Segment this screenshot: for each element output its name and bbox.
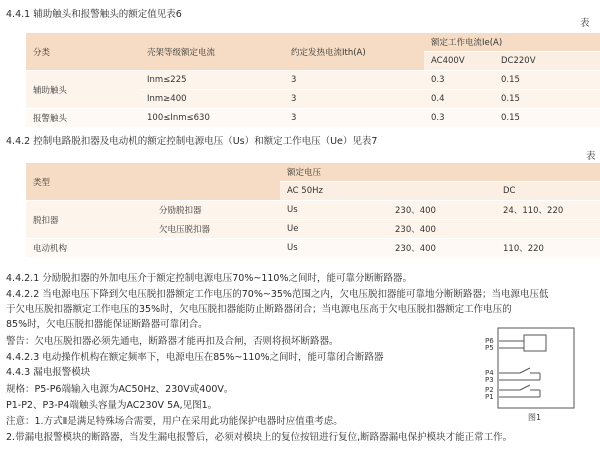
- figure-1-diagram: [484, 326, 576, 424]
- figure-caption: 图1: [528, 413, 542, 422]
- pin-p5: P5: [485, 344, 494, 352]
- cell-category: 电动机构: [26, 239, 152, 258]
- table-6: [26, 33, 600, 128]
- pin-p4: P4: [485, 369, 494, 377]
- cell-dc: [496, 220, 600, 239]
- table-row: [26, 201, 600, 220]
- cell-ac: 0.3: [424, 71, 494, 90]
- cell-ac: 230、400: [388, 201, 496, 220]
- table-7: [26, 163, 600, 258]
- cell-ith: 3: [284, 109, 424, 128]
- cell-dc: 24、110、220: [496, 201, 600, 220]
- wiring-lines: [499, 341, 540, 397]
- table-row: [26, 239, 600, 258]
- table-row: [26, 109, 600, 128]
- th-thermal-current: 约定发热电流Ith(A): [284, 33, 424, 71]
- th-rated-current: 额定工作电流Ie(A): [424, 33, 600, 52]
- wiring-diagram: [484, 326, 576, 424]
- para-4-4-2-1: 4.4.2.1 分励脱扣器的外加电压介于额定控制电源电压70%~110%之间时，能可靠分断断路器。: [6, 273, 412, 284]
- cell-ac: 230、400: [388, 239, 496, 258]
- cell-category: 辅助触头: [26, 71, 140, 109]
- pin-p3: P3: [485, 376, 494, 384]
- cell-ith: 3: [284, 90, 424, 109]
- cell-symbol: Ue: [280, 220, 388, 239]
- pin-labels: [485, 337, 494, 401]
- cell-sub: [152, 239, 280, 258]
- th-ac-50hz: AC 50Hz: [280, 182, 496, 201]
- cell-dc: 110、220: [496, 239, 600, 258]
- cell-dc: 0.15: [494, 109, 600, 128]
- cell-dc: 0.15: [494, 90, 600, 109]
- cell-frame: Inm≤225: [140, 71, 284, 90]
- th-frame-current: 壳架等级额定电流: [140, 33, 284, 71]
- module-outline: [498, 328, 574, 408]
- cell-sub: 分励脱扣器: [152, 201, 280, 220]
- para-4-4-2-3: 4.4.2.3 电动操作机构在额定频率下，电源电压在85%~110%之间时，能可靠闭合断路器: [6, 352, 384, 363]
- note-2: 2.带漏电报警模块的断路器，当发生漏电报警后，必须对模块上的复位按钮进行复位,断路器漏电保护模块才能正常工作。: [6, 432, 513, 443]
- cell-ac: 0.3: [424, 109, 494, 128]
- cell-frame: Inm≥400: [140, 90, 284, 109]
- relay-coil: [524, 335, 546, 351]
- cell-dc: 0.15: [494, 71, 600, 90]
- note-1: 注意：1.方式Ⅱ是满足特殊场合需要，用户在采用此功能保护电器时应值重考虑。: [6, 416, 343, 427]
- pin-p1: P1: [485, 393, 494, 401]
- cell-category: 脱扣器: [26, 201, 152, 239]
- th-dc220v: DC220V: [494, 52, 600, 71]
- contact-capacity-text: P1-P2、P3-P4端触头容量为AC230V 5A,见图1。: [6, 400, 218, 411]
- table-6-tag: 表: [580, 18, 590, 29]
- cell-sub: 欠电压脱扣器: [152, 220, 280, 239]
- cell-ac: 230、400: [388, 220, 496, 239]
- cell-ith: 3: [284, 71, 424, 90]
- cell-frame: 100≤Inm≤630: [140, 109, 284, 128]
- cell-symbol: Us: [280, 239, 388, 258]
- cell-category: 报警触头: [26, 109, 140, 128]
- para-4-4-2-2-line2: 于欠电压脱扣器额定工作电压的35%时，欠电压脱扣器能防止断路器闭合；当电源电压高于欠电压脱扣器额定工作电压的: [6, 304, 512, 315]
- warning-text: 警告：欠电压脱扣器必须先通电，断路器才能再扣及合闸，否则将损坏断路器。: [6, 336, 339, 347]
- th-dc: DC: [496, 182, 600, 201]
- cell-ac: 0.4: [424, 90, 494, 109]
- section-title-4-4-3: 4.4.3 漏电报警模块: [6, 367, 91, 378]
- th-rated-voltage: 额定电压: [280, 163, 600, 182]
- pin-p6: P6: [485, 337, 494, 345]
- th-type: 类型: [26, 163, 280, 201]
- th-category: 分类: [26, 33, 140, 71]
- para-4-4-2-2-line3: 85%时，欠电压脱扣器能保证断路器可靠闭合。: [6, 319, 208, 330]
- para-4-4-2-2-line1: 4.4.2.2 当电源电压下降到欠电压脱扣器额定工作电压的70%~35%范围之内，欠电压脱扣器能可靠地分断断路器；当电源电压低: [6, 289, 549, 300]
- table-row: [26, 71, 600, 90]
- th-ac400v: AC400V: [424, 52, 494, 71]
- pin-p2: P2: [485, 386, 494, 394]
- section-title-4-4-1: 4.4.1 辅助触头和报警触头的额定值见表6: [6, 9, 182, 20]
- section-title-4-4-2: 4.4.2 控制电路脱扣器及电动机的额定控制电源电压（Us）和额定工作电压（Ue）见表7: [6, 136, 378, 147]
- cell-symbol: Us: [280, 201, 388, 220]
- spec-text: 规格：P5-P6端输入电源为AC50Hz、230V或400V。: [6, 384, 234, 395]
- table-7-tag: 表: [586, 151, 596, 162]
